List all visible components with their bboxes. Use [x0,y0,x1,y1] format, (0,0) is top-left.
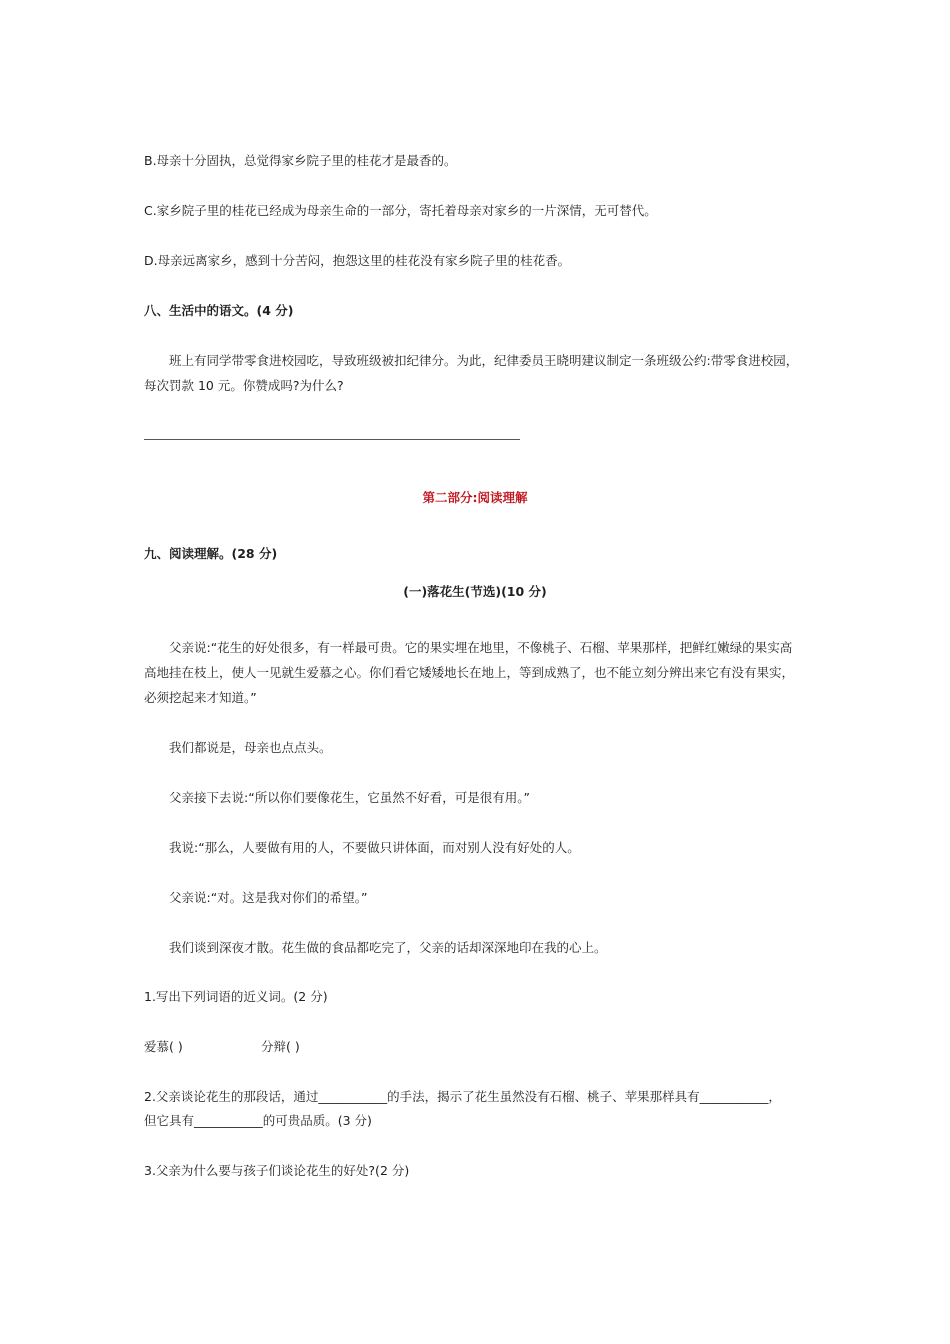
section-8-paragraph-line-1: 班上有同学带零食进校园吃，导致班级被扣纪律分。为此，纪律委员王晓明建议制定一条班级公约:带零食进校园， [169,353,799,368]
part-2-title: 第二部分:阅读理解 [422,490,528,505]
passage-p4: 我说:“那么，人要做有用的人，不要做只讲体面，而对别人没有好处的人。 [169,840,580,855]
question-2-line-2: 但它具有___________的可贵品质。(3 分) [144,1113,372,1128]
question-3: 3.父亲为什么要与孩子们谈论花生的好处?(2 分) [144,1163,410,1178]
passage-p1-line-1: 父亲说:“花生的好处很多，有一样最可贵。它的果实埋在地里，不像桃子、石榴、苹果那样，把鲜红嫩绿的果实高 [169,640,793,655]
answer-line [144,439,520,440]
question-2-line-1: 2.父亲谈论花生的那段话，通过___________的手法，揭示了花生虽然没有石榴、桃子、苹果那样具有___________， [144,1089,781,1104]
option-d: D.母亲远离家乡，感到十分苦闷，抱怨这里的桂花没有家乡院子里的桂花香。 [144,253,571,268]
option-b: B.母亲十分固执，总觉得家乡院子里的桂花才是最香的。 [144,153,457,168]
passage-p1-line-3: 必须挖起来才知道。” [144,690,257,705]
passage-p2: 我们都说是，母亲也点点头。 [169,740,332,755]
question-1-word-1: 爱慕( ) [144,1039,183,1054]
option-c: C.家乡院子里的桂花已经成为母亲生命的一部分，寄托着母亲对家乡的一片深情，无可替代。 [144,203,657,218]
passage-p3: 父亲接下去说:“所以你们要像花生，它虽然不好看，可是很有用。” [169,790,530,805]
passage-p6: 我们谈到深夜才散。花生做的食品都吃完了，父亲的话却深深地印在我的心上。 [169,940,607,955]
section-8-heading: 八、生活中的语文。(4 分) [144,303,294,318]
question-1-word-2: 分辩( ) [261,1039,300,1054]
passage-p1-line-2: 高地挂在枝上，使人一见就生爱慕之心。你们看它矮矮地长在地上，等到成熟了，也不能立刻分辨出来它有没有果实， [144,665,795,680]
passage-title: (一)落花生(节选)(10 分) [403,584,547,599]
section-9-heading: 九、阅读理解。(28 分) [144,546,278,561]
passage-p5: 父亲说:“对。这是我对你们的希望。” [169,890,368,905]
question-1: 1.写出下列词语的近义词。(2 分) [144,989,328,1004]
section-8-paragraph-line-2: 每次罚款 10 元。你赞成吗?为什么? [144,378,344,393]
